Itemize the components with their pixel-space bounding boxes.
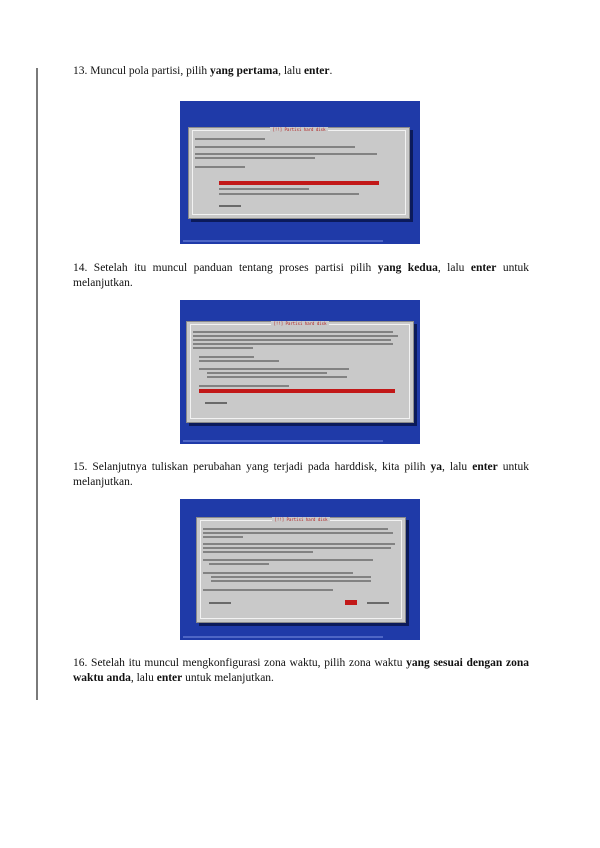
installer-dialog [188,127,410,219]
status-bar [183,240,383,242]
dialog-text-line [195,153,377,155]
page-margin-line [36,68,38,700]
dialog-text-line [193,343,393,345]
text-run: 15. Selanjutnya tuliskan perubahan yang terjadi pada harddisk, kita pilih [73,461,431,473]
dialog-text-line [193,339,391,341]
selected-option-highlight[interactable] [219,181,379,185]
bold-run: yang kedua [377,262,438,274]
text-run: untuk melanjutkan. [73,461,529,488]
text-run: 16. Setelah itu muncul mengkonfigurasi zona waktu, pilih zona waktu [73,657,407,669]
status-bar [183,440,383,442]
screenshot-partition-guide [180,300,420,444]
text-run: untuk melanjutkan. [182,671,274,684]
option-line [199,360,279,362]
dialog-text-line [203,551,313,553]
option-line [219,188,309,190]
installer-dialog [186,321,414,423]
dialog-text-line [195,157,315,159]
yes-button[interactable] [345,600,357,605]
bold-run: yang sesuai dengan zona waktu anda [73,657,530,684]
option-line [199,385,289,387]
dialog-text-line [195,146,355,148]
dialog-text-line [203,532,393,534]
back-button[interactable] [209,602,231,604]
step-15-text [73,460,529,489]
back-button[interactable] [205,402,227,404]
bold-run: enter [303,65,330,77]
screenshot-partition-scheme [180,101,420,244]
bold-run: enter [470,262,497,274]
disk-line [199,368,349,370]
text-run: untuk melanjutkan. [73,262,530,289]
dialog-text-line [203,547,391,549]
dialog-frame [192,130,406,215]
status-bar [183,636,383,638]
dialog-text-line [203,543,395,545]
selected-option-highlight[interactable] [199,389,395,393]
dialog-text-line [203,589,333,591]
dialog-text-line [203,559,373,561]
dialog-text-line [203,536,243,538]
screenshot-write-changes [180,499,420,640]
text-run: . [329,65,333,77]
no-button[interactable] [367,602,389,604]
partition-line [207,372,327,374]
dialog-text-line [193,331,393,333]
text-run: 13. Muncul pola partisi, pilih [73,65,211,77]
dialog-frame [200,520,402,619]
dialog-text-line [193,335,398,337]
dialog-title: [!!] Partisi hard disk [189,127,409,132]
text-run: , lalu [442,461,473,473]
dialog-text-line [195,138,265,140]
dialog-text-line [193,347,253,349]
dialog-title: [!!] Partisi hard disk [197,517,405,522]
text-run: , lalu [278,65,304,77]
option-line [199,356,254,358]
partition-line [207,376,347,378]
step-16-text [73,656,529,685]
bold-run: enter [156,671,183,684]
bold-run: yang pertama [210,65,279,77]
bold-run: ya [430,461,443,473]
dialog-text-line [203,528,388,530]
dialog-text-line [209,563,269,565]
bold-run: enter [472,461,498,473]
partition-line [211,576,371,578]
dialog-text-line [203,572,353,574]
installer-dialog [196,517,406,623]
text-run: , lalu [130,671,157,684]
step-13-text [73,64,529,79]
back-button[interactable] [219,205,241,207]
dialog-title: [!!] Partisi hard disk [187,321,413,326]
dialog-text-line [195,166,245,168]
text-run: 14. Setelah itu muncul panduan tentang proses partisi pilih [73,262,378,274]
text-run: , lalu [437,262,471,274]
option-line [219,193,359,195]
step-14-text [73,261,529,290]
partition-line [211,580,371,582]
